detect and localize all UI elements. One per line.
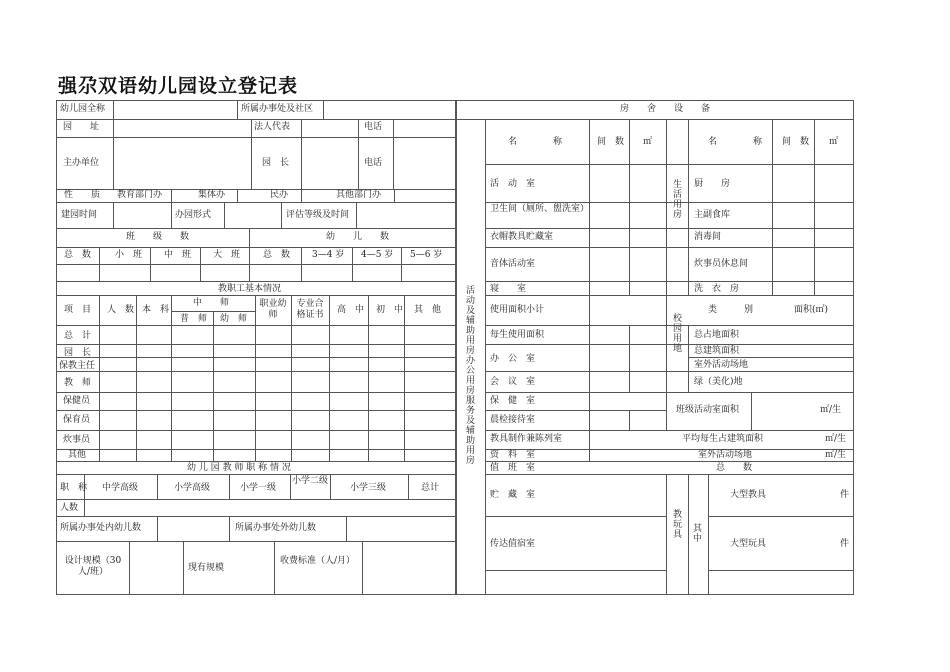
room-office: 办 公 室 <box>490 354 536 364</box>
label-other-dept: 其他部门办 <box>336 190 382 200</box>
staff-head-vocational: 职业幼师 <box>259 299 287 320</box>
label-private: 民办 <box>270 190 289 200</box>
teacher-titles-header: 幼 儿 园 教 师 职 称 情 况 <box>187 463 291 473</box>
room-usable-subtotal: 使用面积小计 <box>490 305 545 315</box>
label-director: 园 长 <box>262 158 290 168</box>
avg-build-label: 平均每生占建筑面积 <box>682 434 764 444</box>
toys-label: 教玩具 <box>672 510 682 540</box>
label-total-classes: 总 数 <box>64 250 92 260</box>
title-primary-2: 小学二级 <box>292 476 329 486</box>
campus-label: 校园用地 <box>672 314 682 354</box>
staff-row-cook: 炊事员 <box>63 435 91 445</box>
toys-total: 总 数 <box>716 463 753 473</box>
staff-head-bachelor: 本 科 <box>142 305 170 315</box>
toys-of-which: 其中 <box>692 524 702 544</box>
room-checkup: 晨检接待室 <box>490 415 536 425</box>
staff-head-count: 人 数 <box>107 305 135 315</box>
label-address: 园 址 <box>63 122 100 132</box>
label-collective: 集体办 <box>198 190 226 200</box>
campus-outdoor: 室外活动场地 <box>694 360 749 370</box>
title-primary-3: 小学三级 <box>350 483 387 493</box>
label-total-children: 总 数 <box>263 250 291 260</box>
staff-head-other: 其 他 <box>414 305 442 315</box>
facilities-header: 房 舍 设 备 <box>620 104 711 114</box>
living-label: 生活用房 <box>672 180 682 220</box>
toys-large-teaching: 大型教具 <box>730 490 767 500</box>
room-per-student: 每生使用面积 <box>490 330 545 340</box>
living-food-store: 主副食库 <box>694 210 731 220</box>
title-middle-senior: 中学高级 <box>102 483 139 493</box>
label-built-time: 建园时间 <box>61 210 98 220</box>
room-toilet: 卫生间（厕所、盥洗室） <box>490 204 590 214</box>
staff-row-other: 其他 <box>68 450 87 460</box>
staff-head-youshi: 幼 师 <box>220 314 248 324</box>
staff-section-title: 教职工基本情况 <box>218 284 282 294</box>
room-reception: 传达值宿室 <box>490 539 536 549</box>
label-large-class: 大 班 <box>213 250 241 260</box>
room-teaching-aids: 教具制作兼陈列室 <box>490 434 563 444</box>
label-district: 所属办事处及社区 <box>241 104 314 114</box>
staff-row-teacher: 教 师 <box>64 378 92 388</box>
staff-head-cert: 专业合格证书 <box>296 299 324 320</box>
room-duty: 值 班 室 <box>490 463 536 473</box>
toys-unit-2: 件 <box>840 539 850 549</box>
group-label: 活动及辅助用房办公用房服务及辅助用房 <box>465 286 475 466</box>
page-title: 强尕双语幼儿园设立登记表 <box>58 75 299 97</box>
living-cook-rest: 炊事员休息间 <box>694 259 749 269</box>
label-children-inside: 所属办事处内幼儿数 <box>60 523 142 533</box>
col-rooms-right: 间 数 <box>782 137 810 147</box>
outdoor-label: 室外活动场地 <box>698 450 753 460</box>
label-design-scale: 设计规模（30人/班） <box>64 556 122 577</box>
campus-total-land: 总占地面积 <box>694 330 740 340</box>
outdoor-unit: ㎡/生 <box>825 450 847 460</box>
class-area-unit: ㎡/生 <box>820 405 842 415</box>
staff-head-high: 高 中 <box>337 305 365 315</box>
staff-head-item: 项 目 <box>64 305 92 315</box>
label-edu-dept: 教育部门办 <box>117 190 163 200</box>
staff-row-supervisor: 保教主任 <box>59 361 96 371</box>
class-area-label: 班级活动室面积 <box>676 405 740 415</box>
label-age-4-5: 4—5 岁 <box>361 250 394 260</box>
staff-row-director: 园 长 <box>64 348 92 358</box>
col-area-right: ㎡ <box>829 137 839 147</box>
titles-total: 总计 <box>421 483 440 493</box>
staff-row-caregiver: 保育员 <box>63 415 91 425</box>
label-class-count: 班 级 数 <box>126 232 190 242</box>
label-rating: 评估等级及时间 <box>286 210 350 220</box>
staff-row-total: 总 计 <box>64 331 92 341</box>
left-table <box>56 100 456 595</box>
staff-row-health: 保健员 <box>63 396 91 406</box>
title-primary-senior: 小学高级 <box>174 483 211 493</box>
label-phone-2: 电话 <box>364 158 383 168</box>
campus-area-header: 面积(㎡) <box>794 305 829 315</box>
living-laundry: 洗 衣 房 <box>694 284 740 294</box>
label-sponsor: 主办单位 <box>63 158 100 168</box>
room-store: 贮 藏 室 <box>490 490 536 500</box>
col-rooms-left: 间 数 <box>597 137 625 147</box>
campus-total-building: 总建筑面积 <box>694 346 740 356</box>
room-music: 音体活动室 <box>490 259 536 269</box>
label-phone-1: 电话 <box>364 122 383 132</box>
col-name-right: 名 称 <box>708 137 763 147</box>
label-current-scale: 现有规模 <box>188 563 225 573</box>
label-age-5-6: 5—6 岁 <box>410 250 443 260</box>
room-activity: 活 动 室 <box>490 179 536 189</box>
staff-head-zhongshi: 中 师 <box>193 298 230 308</box>
label-form: 办园形式 <box>175 210 212 220</box>
label-child-count: 幼 儿 数 <box>326 232 390 242</box>
label-small-class: 小 班 <box>115 250 143 260</box>
room-meeting: 会 议 室 <box>490 377 536 387</box>
room-storage: 衣帽教具贮藏室 <box>490 232 554 242</box>
title-primary-1: 小学一级 <box>240 483 277 493</box>
label-children-outside: 所属办事处外幼儿数 <box>235 523 317 533</box>
label-middle-class: 中 班 <box>164 250 192 260</box>
col-area-left: ㎡ <box>643 137 653 147</box>
label-kindergarten-name: 幼儿园全称 <box>60 104 106 114</box>
toys-unit-1: 件 <box>840 490 850 500</box>
living-kitchen: 厨 房 <box>694 179 731 189</box>
avg-build-unit: ㎡/生 <box>825 434 847 444</box>
room-archive: 资 料 室 <box>490 450 536 460</box>
label-fee-standard: 收费标准（人/月） <box>280 556 356 566</box>
staff-head-junior: 初 中 <box>376 305 404 315</box>
room-bedroom: 寝 室 <box>490 284 527 294</box>
label-nature: 性 质 <box>64 190 101 200</box>
right-table <box>456 100 854 595</box>
campus-kind: 类 别 <box>708 305 754 315</box>
toys-large-toys: 大型玩具 <box>730 539 767 549</box>
staff-head-putong: 普 师 <box>180 314 208 324</box>
room-health: 保 健 室 <box>490 396 536 406</box>
col-name-left: 名 称 <box>508 137 563 147</box>
label-age-3-4: 3—4 岁 <box>312 250 345 260</box>
titles-people: 人数 <box>60 503 79 513</box>
campus-green: 绿（美化)地 <box>694 377 743 387</box>
living-disinfection: 消毒间 <box>694 232 722 242</box>
titles-label: 职 称 <box>60 483 88 493</box>
label-legal-rep: 法人代表 <box>254 122 291 132</box>
